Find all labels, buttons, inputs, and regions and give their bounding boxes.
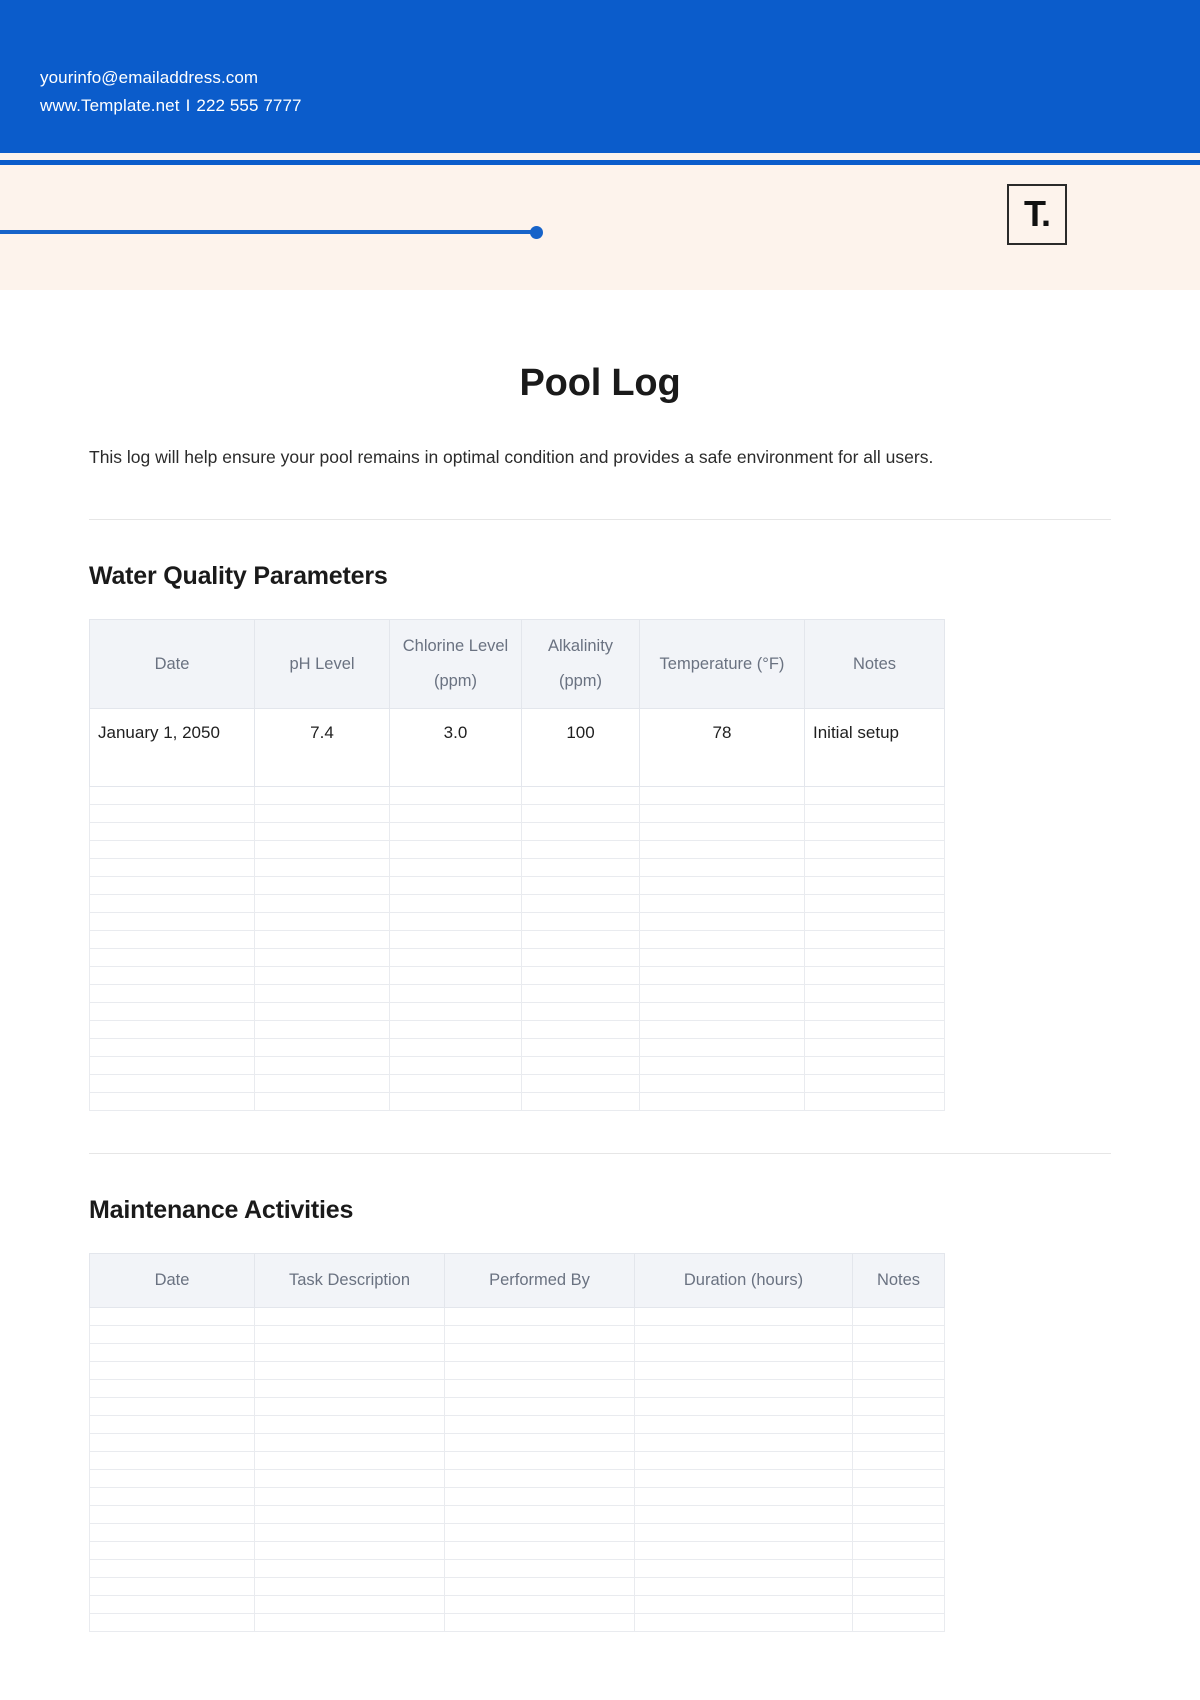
cell-empty[interactable] [90, 1560, 255, 1578]
cell-empty[interactable] [390, 1057, 522, 1075]
contact-phone: 222 555 7777 [196, 96, 302, 115]
cell-empty[interactable] [640, 1021, 805, 1039]
cell-empty[interactable] [805, 1003, 945, 1021]
cell-empty[interactable] [255, 1398, 445, 1416]
cell-empty[interactable] [445, 1488, 635, 1506]
cell-empty[interactable] [805, 841, 945, 859]
cell-empty[interactable] [90, 1542, 255, 1560]
cell-empty[interactable] [805, 859, 945, 877]
cell-empty[interactable] [640, 841, 805, 859]
cell-empty[interactable] [805, 949, 945, 967]
header-cream-gap [0, 153, 1200, 160]
accent-dot [530, 226, 543, 239]
cell-empty[interactable] [522, 985, 640, 1003]
cell-ph-level[interactable]: 7.4 [255, 709, 390, 787]
page-title: Pool Log [519, 362, 681, 404]
cell-empty[interactable] [445, 1398, 635, 1416]
cell-empty[interactable] [635, 1398, 853, 1416]
cell-empty[interactable] [90, 823, 255, 841]
water-quality-table-body [90, 709, 945, 787]
table-row-empty[interactable] [90, 985, 945, 1003]
table-row-empty[interactable] [90, 805, 945, 823]
cell-empty[interactable] [255, 1416, 445, 1434]
cell-empty[interactable] [90, 895, 255, 913]
cell-empty[interactable] [853, 1542, 945, 1560]
cell-empty[interactable] [255, 1578, 445, 1596]
cell-empty[interactable] [522, 805, 640, 823]
col-header-alkalinity: Alkalinity (ppm) [522, 620, 640, 709]
cell-alkalinity[interactable]: 100 [522, 709, 640, 787]
cell-empty[interactable] [522, 895, 640, 913]
table-row-empty[interactable] [90, 1560, 945, 1578]
cell-empty[interactable] [255, 1039, 390, 1057]
col-header-date: Date [90, 620, 255, 709]
contact-website: www.Template.net [40, 96, 180, 115]
section-heading-water-quality: Water Quality Parameters [89, 562, 388, 590]
cell-empty[interactable] [390, 895, 522, 913]
cell-empty[interactable] [90, 1380, 255, 1398]
cell-empty[interactable] [853, 1506, 945, 1524]
cell-empty[interactable] [445, 1344, 635, 1362]
col-header-task-description: Task Description [255, 1254, 445, 1308]
table-row[interactable] [90, 709, 945, 787]
maintenance-table [89, 1253, 945, 1632]
table-row-empty[interactable] [90, 1470, 945, 1488]
water-quality-table-wrap [0, 591, 1200, 1111]
cell-empty[interactable] [255, 1380, 445, 1398]
cell-empty[interactable] [445, 1470, 635, 1488]
cell-empty[interactable] [805, 931, 945, 949]
cell-empty[interactable] [255, 931, 390, 949]
table-row-empty[interactable] [90, 823, 945, 841]
cell-empty[interactable] [635, 1524, 853, 1542]
cell-empty[interactable] [522, 1039, 640, 1057]
cell-empty[interactable] [853, 1560, 945, 1578]
cell-empty[interactable] [445, 1434, 635, 1452]
col-header-duration: Duration (hours) [635, 1254, 853, 1308]
cell-empty[interactable] [90, 1578, 255, 1596]
cell-empty[interactable] [90, 1057, 255, 1075]
cell-empty[interactable] [635, 1416, 853, 1434]
water-quality-blank-rows [90, 787, 945, 1111]
cell-empty[interactable] [635, 1506, 853, 1524]
cell-empty[interactable] [90, 1506, 255, 1524]
cell-empty[interactable] [853, 1614, 945, 1632]
table-row-empty[interactable] [90, 1488, 945, 1506]
cell-empty[interactable] [90, 877, 255, 895]
cell-empty[interactable] [90, 1308, 255, 1326]
cell-empty[interactable] [635, 1380, 853, 1398]
cell-empty[interactable] [635, 1452, 853, 1470]
cell-empty[interactable] [90, 1470, 255, 1488]
cell-empty[interactable] [390, 841, 522, 859]
cell-empty[interactable] [255, 1093, 390, 1111]
cell-empty[interactable] [522, 1093, 640, 1111]
cell-empty[interactable] [90, 859, 255, 877]
cell-empty[interactable] [805, 1075, 945, 1093]
document-intro: This log will help ensure your pool remains in optimal condition and provides a safe environment for all users. [89, 447, 934, 467]
cell-empty[interactable] [635, 1488, 853, 1506]
cell-empty[interactable] [390, 967, 522, 985]
table-row-empty[interactable] [90, 1578, 945, 1596]
cell-empty[interactable] [255, 1344, 445, 1362]
cell-empty[interactable] [390, 805, 522, 823]
cell-empty[interactable] [522, 1057, 640, 1075]
cell-temperature[interactable]: 78 [640, 709, 805, 787]
cell-empty[interactable] [90, 985, 255, 1003]
cell-empty[interactable] [255, 877, 390, 895]
cell-empty[interactable] [445, 1614, 635, 1632]
cell-empty[interactable] [640, 805, 805, 823]
col-header-temperature: Temperature (°F) [640, 620, 805, 709]
table-row-empty[interactable] [90, 1075, 945, 1093]
cell-empty[interactable] [805, 823, 945, 841]
cell-empty[interactable] [635, 1614, 853, 1632]
cell-empty[interactable] [255, 1614, 445, 1632]
cell-empty[interactable] [445, 1578, 635, 1596]
cell-empty[interactable] [522, 787, 640, 805]
cell-empty[interactable] [853, 1470, 945, 1488]
cell-empty[interactable] [853, 1416, 945, 1434]
cell-empty[interactable] [805, 1093, 945, 1111]
cell-empty[interactable] [390, 787, 522, 805]
cell-empty[interactable] [522, 841, 640, 859]
cell-empty[interactable] [522, 949, 640, 967]
cell-empty[interactable] [522, 859, 640, 877]
cell-empty[interactable] [90, 787, 255, 805]
cell-chlorine-level[interactable]: 3.0 [390, 709, 522, 787]
cell-empty[interactable] [640, 1093, 805, 1111]
cell-empty[interactable] [390, 1003, 522, 1021]
cell-empty[interactable] [522, 931, 640, 949]
cell-empty[interactable] [853, 1308, 945, 1326]
cell-empty[interactable] [640, 1057, 805, 1075]
cell-empty[interactable] [255, 1542, 445, 1560]
table-row-empty[interactable] [90, 949, 945, 967]
cell-empty[interactable] [805, 1057, 945, 1075]
col-header-notes: Notes [805, 620, 945, 709]
cell-empty[interactable] [445, 1542, 635, 1560]
cell-empty[interactable] [90, 1344, 255, 1362]
cell-empty[interactable] [90, 949, 255, 967]
section-heading-maintenance: Maintenance Activities [89, 1196, 354, 1224]
cell-empty[interactable] [640, 1039, 805, 1057]
cell-empty[interactable] [445, 1506, 635, 1524]
cell-empty[interactable] [635, 1470, 853, 1488]
col-header-chlorine-level: Chlorine Level (ppm) [390, 620, 522, 709]
cell-empty[interactable] [255, 1326, 445, 1344]
cell-empty[interactable] [255, 913, 390, 931]
cell-empty[interactable] [853, 1452, 945, 1470]
table-row-empty[interactable] [90, 1039, 945, 1057]
cell-empty[interactable] [90, 1362, 255, 1380]
table-row-empty[interactable] [90, 967, 945, 985]
cell-empty[interactable] [90, 1093, 255, 1111]
cell-empty[interactable] [635, 1434, 853, 1452]
col-header-ph-level: pH Level [255, 620, 390, 709]
cell-empty[interactable] [522, 877, 640, 895]
table-row-empty[interactable] [90, 1614, 945, 1632]
table-row-empty[interactable] [90, 787, 945, 805]
cell-empty[interactable] [853, 1362, 945, 1380]
cell-empty[interactable] [805, 1039, 945, 1057]
cell-empty[interactable] [90, 967, 255, 985]
table-row-empty[interactable] [90, 1093, 945, 1111]
cell-empty[interactable] [853, 1578, 945, 1596]
cell-empty[interactable] [805, 805, 945, 823]
cell-empty[interactable] [390, 859, 522, 877]
cell-empty[interactable] [635, 1344, 853, 1362]
table-row-empty[interactable] [90, 841, 945, 859]
cell-empty[interactable] [522, 967, 640, 985]
cell-empty[interactable] [90, 1398, 255, 1416]
cell-empty[interactable] [90, 805, 255, 823]
cell-empty[interactable] [255, 1524, 445, 1542]
table-row-empty[interactable] [90, 1524, 945, 1542]
table-row-empty[interactable] [90, 895, 945, 913]
cell-empty[interactable] [522, 1003, 640, 1021]
contact-info [40, 64, 302, 120]
cell-empty[interactable] [805, 895, 945, 913]
table-row-empty[interactable] [90, 1596, 945, 1614]
cell-empty[interactable] [853, 1398, 945, 1416]
table-row-empty[interactable] [90, 877, 945, 895]
cell-empty[interactable] [255, 823, 390, 841]
document-body [0, 290, 1200, 1632]
cell-notes[interactable]: Initial setup [805, 709, 945, 787]
contact-web-phone [40, 92, 302, 120]
cell-empty[interactable] [635, 1326, 853, 1344]
cell-empty[interactable] [255, 1021, 390, 1039]
cell-empty[interactable] [640, 949, 805, 967]
cell-empty[interactable] [90, 1434, 255, 1452]
table-row-empty[interactable] [90, 1003, 945, 1021]
col-header-performed-by: Performed By [445, 1254, 635, 1308]
cell-empty[interactable] [390, 1075, 522, 1093]
cell-empty[interactable] [522, 913, 640, 931]
cell-empty[interactable] [445, 1524, 635, 1542]
cell-empty[interactable] [255, 1434, 445, 1452]
accent-line [0, 230, 537, 234]
col-header-notes: Notes [853, 1254, 945, 1308]
cell-empty[interactable] [640, 787, 805, 805]
cell-empty[interactable] [853, 1596, 945, 1614]
cell-empty[interactable] [390, 913, 522, 931]
cell-empty[interactable] [805, 787, 945, 805]
cell-empty[interactable] [255, 1075, 390, 1093]
cell-empty[interactable] [90, 1326, 255, 1344]
table-row-empty[interactable] [90, 1434, 945, 1452]
cell-empty[interactable] [255, 1488, 445, 1506]
cell-empty[interactable] [255, 895, 390, 913]
cell-empty[interactable] [445, 1308, 635, 1326]
cell-empty[interactable] [853, 1326, 945, 1344]
water-quality-table [89, 619, 945, 1111]
table-row-empty[interactable] [90, 1416, 945, 1434]
cell-empty[interactable] [805, 877, 945, 895]
cell-empty[interactable] [445, 1416, 635, 1434]
cell-empty[interactable] [640, 877, 805, 895]
cell-empty[interactable] [90, 1452, 255, 1470]
cell-empty[interactable] [255, 1470, 445, 1488]
cell-empty[interactable] [635, 1362, 853, 1380]
cell-empty[interactable] [635, 1542, 853, 1560]
cell-empty[interactable] [90, 1596, 255, 1614]
cell-empty[interactable] [853, 1380, 945, 1398]
table-row-empty[interactable] [90, 1506, 945, 1524]
table-row-empty[interactable] [90, 913, 945, 931]
cell-empty[interactable] [522, 823, 640, 841]
cell-empty[interactable] [90, 1524, 255, 1542]
cell-empty[interactable] [255, 1596, 445, 1614]
table-row-empty[interactable] [90, 1057, 945, 1075]
table-row-empty[interactable] [90, 1326, 945, 1344]
cell-empty[interactable] [90, 913, 255, 931]
cell-empty[interactable] [255, 841, 390, 859]
cell-empty[interactable] [255, 1003, 390, 1021]
brand-logo [1007, 184, 1067, 245]
cell-empty[interactable] [255, 1506, 445, 1524]
cell-empty[interactable] [255, 1560, 445, 1578]
col-header-date: Date [90, 1254, 255, 1308]
table-row-empty[interactable] [90, 1344, 945, 1362]
cell-empty[interactable] [640, 967, 805, 985]
cell-empty[interactable] [390, 985, 522, 1003]
table-row-empty[interactable] [90, 1308, 945, 1326]
cell-empty[interactable] [640, 859, 805, 877]
cell-empty[interactable] [853, 1488, 945, 1506]
cell-empty[interactable] [522, 1075, 640, 1093]
cell-empty[interactable] [853, 1524, 945, 1542]
maintenance-blank-rows [90, 1308, 945, 1632]
cell-empty[interactable] [255, 1057, 390, 1075]
cell-empty[interactable] [635, 1578, 853, 1596]
cell-empty[interactable] [445, 1380, 635, 1398]
cell-empty[interactable] [90, 1021, 255, 1039]
maintenance-table-wrap [0, 1225, 1200, 1632]
cell-empty[interactable] [255, 949, 390, 967]
cell-empty[interactable] [390, 931, 522, 949]
table-row-empty[interactable] [90, 1452, 945, 1470]
cell-empty[interactable] [805, 967, 945, 985]
cell-empty[interactable] [390, 823, 522, 841]
cell-empty[interactable] [805, 913, 945, 931]
cell-empty[interactable] [390, 877, 522, 895]
cell-empty[interactable] [90, 1614, 255, 1632]
cell-empty[interactable] [90, 931, 255, 949]
cell-empty[interactable] [255, 985, 390, 1003]
logo-t-icon: T. [1023, 192, 1050, 234]
table-row-empty[interactable] [90, 931, 945, 949]
cell-empty[interactable] [640, 895, 805, 913]
cell-empty[interactable] [390, 1039, 522, 1057]
cell-empty[interactable] [90, 1039, 255, 1057]
cell-empty[interactable] [635, 1596, 853, 1614]
cell-empty[interactable] [853, 1344, 945, 1362]
contact-separator: I [185, 96, 191, 115]
cell-empty[interactable] [640, 931, 805, 949]
cell-empty[interactable] [255, 859, 390, 877]
table-row-empty[interactable] [90, 859, 945, 877]
cell-empty[interactable] [445, 1560, 635, 1578]
table-row-empty[interactable] [90, 1542, 945, 1560]
cell-empty[interactable] [640, 823, 805, 841]
table-row-empty[interactable] [90, 1021, 945, 1039]
cell-empty[interactable] [445, 1596, 635, 1614]
cell-empty[interactable] [255, 1362, 445, 1380]
cell-empty[interactable] [255, 1452, 445, 1470]
cell-empty[interactable] [390, 949, 522, 967]
cell-empty[interactable] [255, 1308, 445, 1326]
cell-empty[interactable] [805, 985, 945, 1003]
table-header-row [90, 620, 945, 709]
cell-empty[interactable] [522, 1021, 640, 1039]
cell-empty[interactable] [255, 967, 390, 985]
cell-empty[interactable] [90, 1003, 255, 1021]
cell-empty[interactable] [635, 1560, 853, 1578]
contact-email: yourinfo@emailaddress.com [40, 68, 259, 87]
cell-empty[interactable] [90, 1488, 255, 1506]
cell-empty[interactable] [640, 1075, 805, 1093]
table-row-empty[interactable] [90, 1362, 945, 1380]
cell-empty[interactable] [90, 841, 255, 859]
cell-empty[interactable] [90, 1416, 255, 1434]
cell-date[interactable]: January 1, 2050 [90, 709, 255, 787]
cell-empty[interactable] [445, 1362, 635, 1380]
cell-empty[interactable] [445, 1326, 635, 1344]
table-header-row [90, 1254, 945, 1308]
table-row-empty[interactable] [90, 1398, 945, 1416]
cell-empty[interactable] [635, 1308, 853, 1326]
cell-empty[interactable] [255, 787, 390, 805]
cell-empty[interactable] [640, 1003, 805, 1021]
table-row-empty[interactable] [90, 1380, 945, 1398]
cell-empty[interactable] [853, 1434, 945, 1452]
cell-empty[interactable] [390, 1021, 522, 1039]
cell-empty[interactable] [255, 805, 390, 823]
cell-empty[interactable] [640, 985, 805, 1003]
cell-empty[interactable] [390, 1093, 522, 1111]
cell-empty[interactable] [90, 1075, 255, 1093]
cell-empty[interactable] [640, 913, 805, 931]
cell-empty[interactable] [805, 1021, 945, 1039]
cell-empty[interactable] [445, 1452, 635, 1470]
